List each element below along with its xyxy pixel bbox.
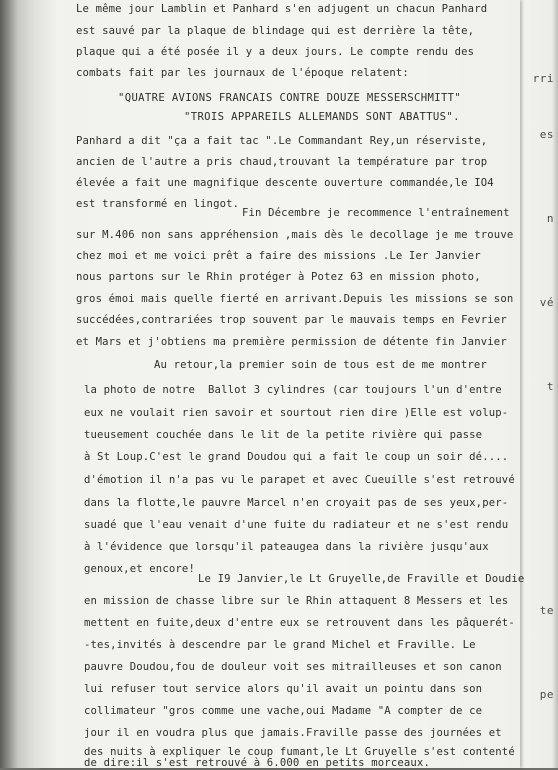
margin-fragment: rri — [532, 72, 554, 85]
text-line: en mission de chasse libre sur le Rhin attaquent 8 Messers et les — [84, 595, 509, 607]
text-line: nous partons sur le Rhin protéger à Potez 63 en mission photo, — [76, 271, 481, 283]
text-line: sur M.406 non sans appréhension ,mais dès le decollage je me trouve — [76, 229, 514, 241]
text-line: mettent en fuite,deux d'entre eux se retrouvent dans les pâquerét- — [84, 617, 515, 629]
text-line: succédées,contrariées trop souvent par le mauvais temps en Fevrier — [76, 314, 507, 326]
text-line: d'émotion il n'a pas vu le parapet et avec Cueuille s'est retrouvé — [84, 474, 515, 486]
margin-fragment: es — [539, 128, 554, 141]
paragraph-start-line: Au retour,la premier soin de tous est de me montrer — [154, 359, 487, 371]
paragraph-start-line: Le I9 Janvier,le Lt Gruyelle,de Fraville et Doudie — [198, 573, 525, 585]
text-line: eux ne voulait rien savoir et sourtout rien dire )Elle est volup- — [84, 407, 509, 419]
text-line: jour il en voudra plus que jamais.Fraville passe des journées et — [84, 727, 502, 739]
text-line: Panhard a dit "ça a fait tac ".Le Commandant Rey,un réserviste, — [76, 135, 488, 147]
margin-fragment: pe — [539, 688, 554, 701]
text-line: lui refuser tout service alors qu'il avait un pointu dans son — [84, 683, 483, 695]
text-line: des nuits à expliquer le coup fumant,le Lt Gruyelle s'est contenté — [84, 746, 515, 758]
text-line: genoux,et encore! — [84, 563, 195, 575]
margin-fragment: vé — [539, 296, 554, 309]
text-line: -tes,invités à descendre par le grand Michel et Fraville. Le — [84, 639, 476, 651]
text-line: la photo de notre Ballot 3 cylindres (car toujours l'un d'entre — [84, 384, 502, 396]
text-line: à St Loup.C'est le grand Doudou qui a fait le coup un soir dé.... — [84, 451, 509, 463]
headline-line: "TROIS APPAREILS ALLEMANDS SONT ABATTUS". — [184, 111, 460, 123]
text-line: pauvre Doudou,fou de douleur voit ses mitrailleuses et son canon — [84, 661, 502, 673]
text-line: dans la flotte,le pauvre Marcel n'en croyait pas de ses yeux,per- — [84, 497, 509, 509]
margin-fragment: n — [546, 212, 554, 225]
text-line: est sauvé par la plaque de blindage qui est derrière la tête, — [76, 25, 475, 37]
text-line: à l'évidence que lorsqu'il pateaugea dans la rivière jusqu'aux — [84, 541, 489, 553]
margin-fragment: te — [539, 604, 554, 617]
margin-fragment: t — [546, 380, 554, 393]
text-line: de dire:il s'est retrouvé à 6.000 en petits morceaux. — [84, 757, 430, 769]
headline-line: "QUATRE AVIONS FRANCAIS CONTRE DOUZE MESSERSCHMITT" — [118, 92, 462, 104]
text-line: gros émoi mais quelle fierté en arrivant.Depuis les missions se son — [76, 293, 514, 305]
text-line: et Mars et j'obtiens ma première permission de détente fin Janvier — [76, 336, 507, 348]
text-line: élevée a fait une magnifique descente ouverture commandée,le IO4 — [76, 177, 494, 189]
text-line: tueusement couchée dans le lit de la petite rivière qui passe — [84, 429, 483, 441]
typewritten-page — [38, 0, 525, 769]
text-line: combats fait par les journaux de l'époque relatent: — [76, 67, 409, 79]
text-line: ancien de l'autre a pris chaud,trouvant la température par trop — [76, 156, 488, 168]
text-line: suadé que l'eau venait d'une fuite du radiateur et ne s'est rendu — [84, 519, 509, 531]
text-line: Le même jour Lamblin et Panhard s'en adjugent un chacun Panhard — [76, 3, 488, 15]
text-line: plaque qui a été posée il y a deux jours. Le compte rendu des — [76, 46, 475, 58]
text-line: chez moi et me voici prêt a faire des missions .Le Ier Janvier — [76, 250, 481, 262]
text-line: collimateur "gros comme une vache,oui Madame "A compter de ce — [84, 705, 483, 717]
paragraph-start-line: Fin Décembre je recommence l'entraînement — [242, 207, 510, 219]
text-line: est transformé en lingot. — [76, 198, 240, 210]
